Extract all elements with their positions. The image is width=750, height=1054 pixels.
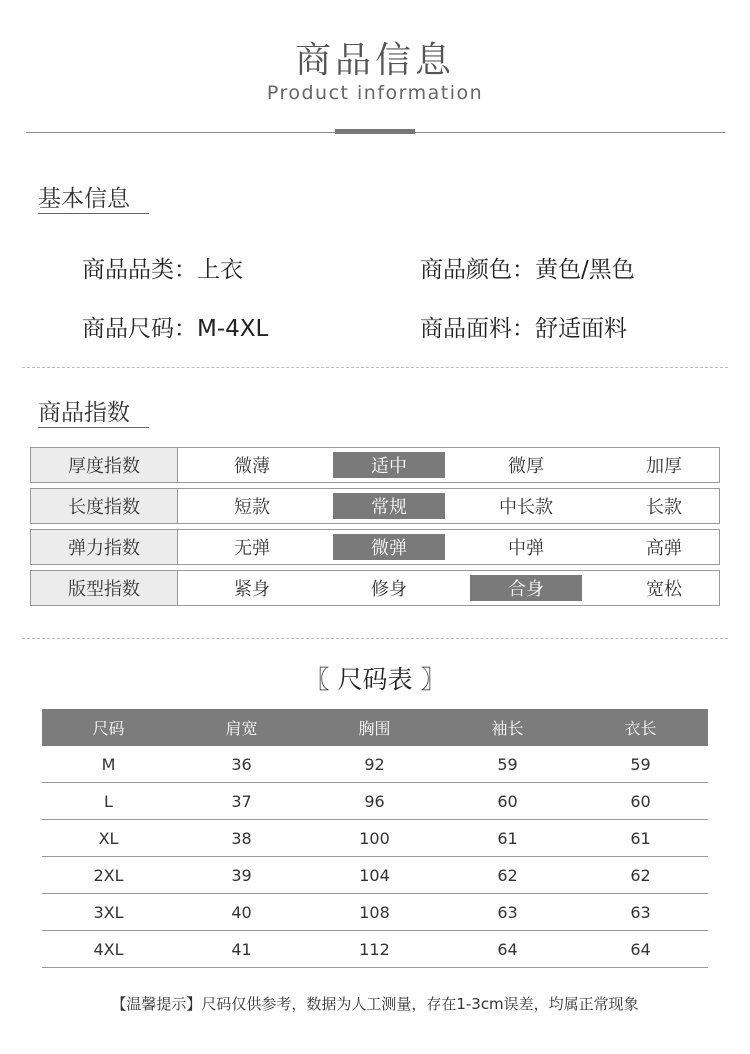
basic-info-underline — [38, 213, 149, 214]
table-row — [42, 820, 708, 857]
index-option: 加厚 — [646, 456, 682, 477]
table-cell: 38 — [231, 828, 252, 848]
info-fabric: 商品面料：舒适面料 — [420, 316, 627, 342]
index-option: 高弹 — [646, 538, 682, 559]
index-option: 紧身 — [234, 579, 270, 600]
info-size: 商品尺码：M-4XL — [82, 316, 269, 342]
table-cell: XL — [98, 828, 119, 848]
table-cell: 62 — [630, 865, 651, 885]
index-option: 中弹 — [508, 538, 544, 559]
index-option: 无弹 — [234, 538, 270, 559]
table-row — [42, 931, 708, 968]
index-option: 中长款 — [499, 497, 553, 518]
table-cell: 63 — [497, 902, 518, 922]
index-row — [30, 488, 720, 524]
size-table-title: 〖 尺码表 〗 — [304, 665, 446, 694]
page-title: 商品信息 — [294, 40, 455, 81]
basic-info-title: 基本信息 — [38, 186, 130, 212]
table-cell: 36 — [231, 754, 252, 774]
index-option: 短款 — [234, 497, 270, 518]
index-option: 宽松 — [646, 579, 682, 600]
index-option: 微厚 — [508, 456, 544, 477]
index-underline — [38, 427, 149, 428]
table-cell: 37 — [231, 791, 252, 811]
size-table-header-cell: 尺码 — [92, 719, 125, 738]
table-row — [42, 746, 708, 783]
index-row-label: 弹力指数 — [31, 530, 178, 564]
table-cell: 63 — [630, 902, 651, 922]
index-option: 修身 — [371, 579, 407, 600]
info-color: 商品颜色：黄色/黑色 — [420, 257, 635, 283]
index-option-selected: 微弹 — [333, 534, 445, 560]
index-option: 微薄 — [234, 456, 270, 477]
table-cell: 96 — [364, 791, 385, 811]
size-table-header — [42, 709, 708, 746]
table-cell: 60 — [630, 791, 651, 811]
size-table-header-cell: 衣长 — [624, 719, 657, 738]
size-note: 【温馨提示】尺码仅供参考，数据为人工测量，存在1-3cm误差，均属正常现象 — [111, 995, 639, 1013]
table-row — [42, 894, 708, 931]
index-row-label: 长度指数 — [31, 489, 178, 523]
table-row — [42, 783, 708, 820]
info-category: 商品品类：上衣 — [82, 257, 243, 283]
table-cell: 61 — [630, 828, 651, 848]
table-cell: 41 — [231, 939, 252, 959]
size-table — [42, 709, 708, 968]
table-cell: 59 — [630, 754, 651, 774]
table-cell: 100 — [359, 828, 390, 848]
size-table-header-cell: 袖长 — [491, 719, 524, 738]
table-cell: 4XL — [93, 939, 124, 959]
table-cell: 108 — [359, 902, 390, 922]
table-cell: 3XL — [93, 902, 124, 922]
index-option-selected: 适中 — [333, 452, 445, 478]
table-cell: 40 — [231, 902, 252, 922]
table-cell: 104 — [359, 865, 390, 885]
index-option-selected: 常规 — [333, 493, 445, 519]
table-cell: 61 — [497, 828, 518, 848]
table-cell: 112 — [359, 939, 390, 959]
index-row-label: 版型指数 — [31, 571, 178, 605]
table-cell: L — [104, 791, 113, 811]
size-table-header-cell: 肩宽 — [225, 719, 258, 738]
index-row — [30, 447, 720, 483]
section-divider — [22, 638, 728, 639]
table-cell: 39 — [231, 865, 252, 885]
index-title: 商品指数 — [38, 400, 130, 426]
size-table-header-cell: 胸围 — [358, 719, 391, 738]
table-row — [42, 857, 708, 894]
table-cell: M — [101, 754, 116, 774]
table-cell: 64 — [497, 939, 518, 959]
table-cell: 92 — [364, 754, 385, 774]
header-accent-bar — [335, 129, 415, 134]
index-row-label: 厚度指数 — [31, 448, 178, 482]
index-option-selected: 合身 — [470, 575, 582, 601]
table-cell: 62 — [497, 865, 518, 885]
table-cell: 2XL — [93, 865, 124, 885]
index-row — [30, 529, 720, 565]
index-row — [30, 570, 720, 606]
table-cell: 60 — [497, 791, 518, 811]
page-subtitle: Product information — [266, 82, 484, 104]
index-option: 长款 — [646, 497, 682, 518]
section-divider — [22, 367, 728, 368]
table-cell: 59 — [497, 754, 518, 774]
table-cell: 64 — [630, 939, 651, 959]
